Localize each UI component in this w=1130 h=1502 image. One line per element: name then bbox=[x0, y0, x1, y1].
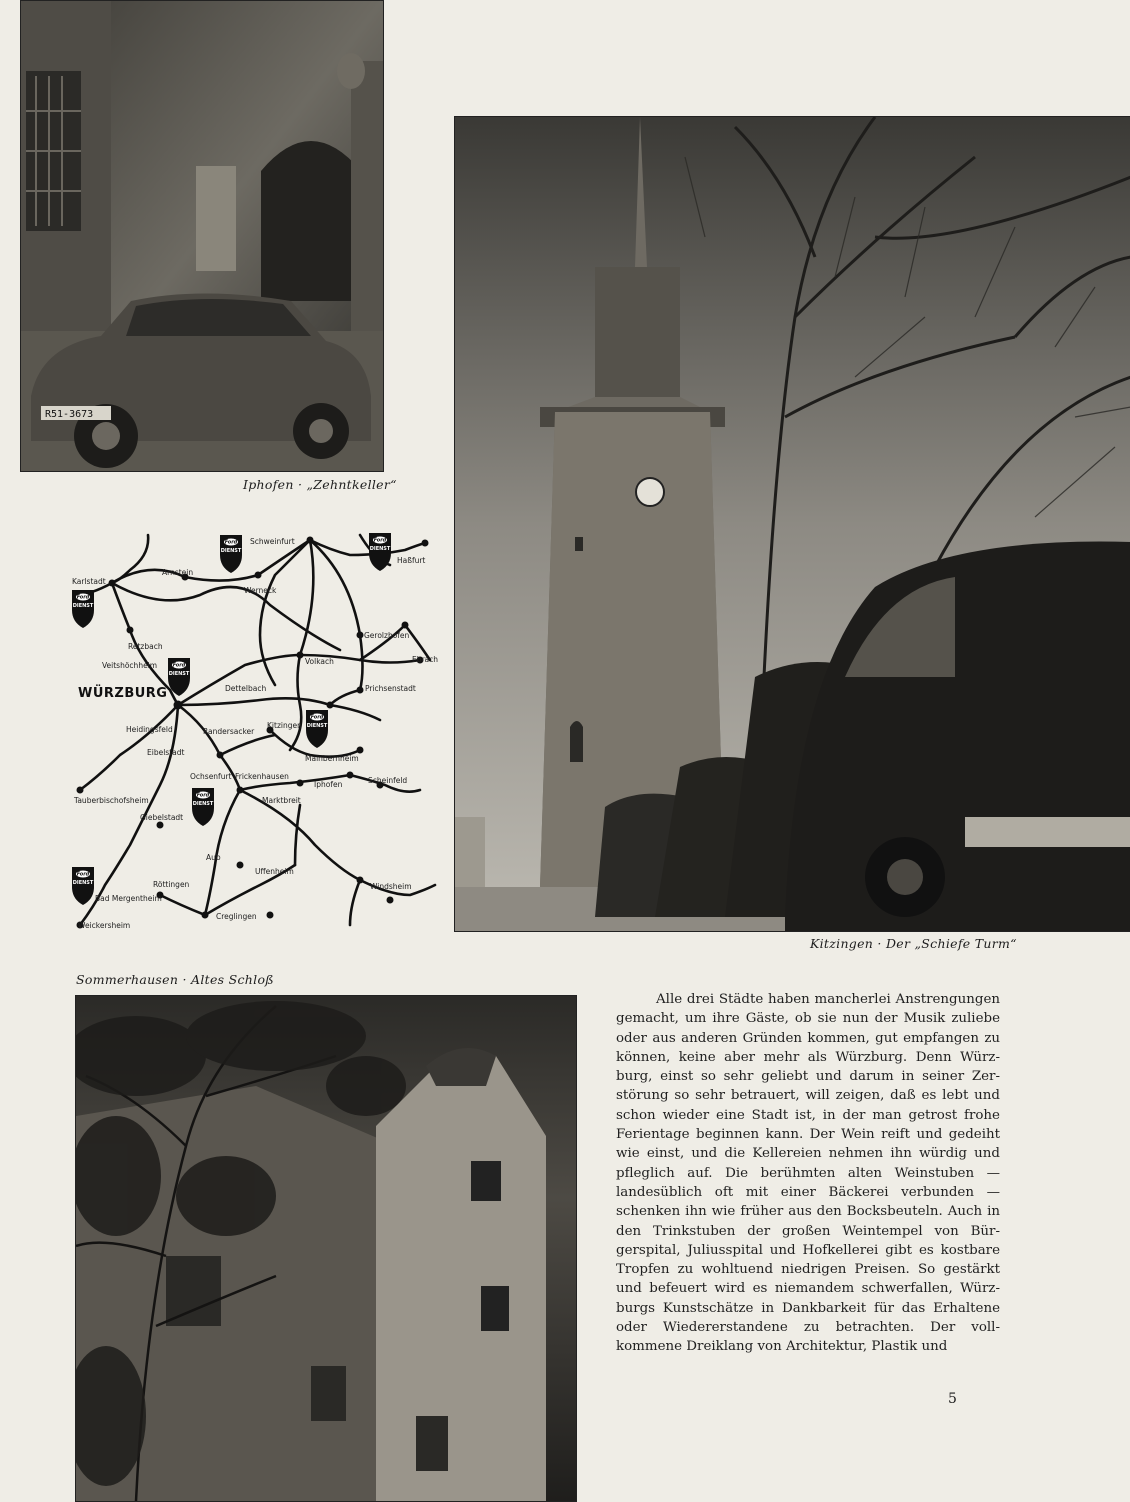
svg-text:Ford: Ford bbox=[310, 714, 324, 721]
town-label: Haßfurt bbox=[397, 556, 426, 565]
town-label: Creglingen bbox=[216, 912, 257, 921]
ford-service-map bbox=[60, 525, 440, 945]
town-label: Eibelstadt bbox=[147, 748, 185, 757]
license-plate-text: R51-3673 bbox=[45, 409, 94, 420]
svg-text:DIENST: DIENST bbox=[72, 603, 94, 609]
town-label: Randersacker bbox=[203, 727, 255, 736]
svg-text:DIENST: DIENST bbox=[72, 880, 94, 886]
ford-dienst-shield bbox=[220, 535, 242, 573]
town-label: Arnstein bbox=[162, 568, 194, 577]
town-label: Uffenheim bbox=[255, 867, 294, 876]
svg-text:Ford: Ford bbox=[76, 594, 90, 601]
ford-dienst-shield bbox=[306, 710, 328, 748]
page-number: 5 bbox=[948, 1391, 957, 1407]
town-label: Frickenhausen bbox=[235, 772, 289, 781]
town-label: Mainbernheim bbox=[305, 754, 359, 763]
town-label: Prichsenstadt bbox=[365, 684, 416, 693]
town-label: Werneck bbox=[244, 586, 277, 595]
caption-iphofen: Iphofen · „Zehntkeller“ bbox=[243, 477, 397, 492]
svg-text:DIENST: DIENST bbox=[168, 671, 190, 677]
photo-sommerhausen-castle bbox=[75, 995, 577, 1502]
town-label: Iphofen bbox=[314, 780, 343, 789]
photo-kitzingen-tower bbox=[454, 116, 1130, 932]
town-label: Tauberbischofsheim bbox=[74, 796, 149, 805]
svg-text:Ford: Ford bbox=[172, 662, 186, 669]
svg-text:Ford: Ford bbox=[224, 539, 238, 546]
svg-text:Ford: Ford bbox=[76, 871, 90, 878]
town-label: Giebelstadt bbox=[140, 813, 184, 822]
town-label: Kitzingen bbox=[267, 721, 302, 730]
town-label: Volkach bbox=[305, 657, 334, 666]
town-label: Röttingen bbox=[153, 880, 190, 889]
town-label: Veitshöchheim bbox=[102, 661, 158, 670]
photo-iphofen-zehntkeller bbox=[20, 0, 384, 472]
svg-text:DIENST: DIENST bbox=[192, 801, 214, 807]
town-label: Scheinfeld bbox=[368, 776, 408, 785]
ford-dienst-shield bbox=[72, 590, 94, 628]
town-label: Ochsenfurt bbox=[190, 772, 232, 781]
town-label: Windsheim bbox=[370, 882, 412, 891]
svg-text:Ford: Ford bbox=[373, 537, 387, 544]
svg-text:DIENST: DIENST bbox=[369, 546, 391, 552]
town-label: Ebrach bbox=[411, 655, 439, 664]
town-label: Marktbreit bbox=[262, 796, 301, 805]
caption-kitzingen: Kitzingen · Der „Schiefe Turm“ bbox=[810, 936, 1017, 951]
town-label: Retzbach bbox=[128, 642, 163, 651]
svg-text:Ford: Ford bbox=[196, 792, 210, 799]
ford-dienst-shield bbox=[192, 788, 214, 826]
town-label: Karlstadt bbox=[72, 577, 106, 586]
town-label: Bad Mergentheim bbox=[95, 894, 162, 903]
svg-text:DIENST: DIENST bbox=[220, 548, 242, 554]
map-city-wuerzburg: WÜRZBURG bbox=[78, 686, 168, 701]
town-label: Weickersheim bbox=[78, 921, 131, 930]
town-label: Dettelbach bbox=[225, 684, 267, 693]
town-label: Heidingsfeld bbox=[126, 725, 173, 734]
caption-sommerhausen: Sommerhausen · Altes Schloß bbox=[76, 972, 274, 987]
town-label: Aub bbox=[206, 853, 221, 862]
ford-dienst-shield bbox=[72, 867, 94, 905]
article-paragraph: Alle drei Städte haben mancherlei Anstrengungen gemacht, um ihre Gäste, ob sie nun der Musik zuliebe oder aus anderen Gründen kommen, gut empfangen zu können, keine aber mehr als Würzburg. Denn Würzburg, einst so sehr geliebt und darum in seiner Zerstörung so sehr betrauert, will zeigen, daß es lebt und schon wieder eine Stadt ist, in der man getrost frohe Ferientage beginnen kann. Der Wein reift und gedeiht wie einst, und die Kellereien nehmen ihn würdig und pfleglich auf. Die berühmten alten Weinstuben — landesüblich oft mit einer Bäckerei verbunden — schenken ihn wie früher aus den Bocksbeuteln. Auch in den Trinkstuben der großen Weintempel von Bürgerspital, Juliusspital und Hofkellerei gibt es kostbare Tropfen zu wohltuend niedrigen Preisen. So gestärkt und befeuert wird es niemandem schwerfallen, Würzburgs Kunstschätze in Dankbarkeit für das Erhaltene oder Wiedererstandene zu betrachten. Der vollkommene Dreiklang von Architektur, Plastik und bbox=[616, 992, 1000, 1355]
town-label: Schweinfurt bbox=[250, 537, 295, 546]
town-label: Gerolzhofen bbox=[364, 631, 410, 640]
svg-text:DIENST: DIENST bbox=[306, 723, 328, 729]
